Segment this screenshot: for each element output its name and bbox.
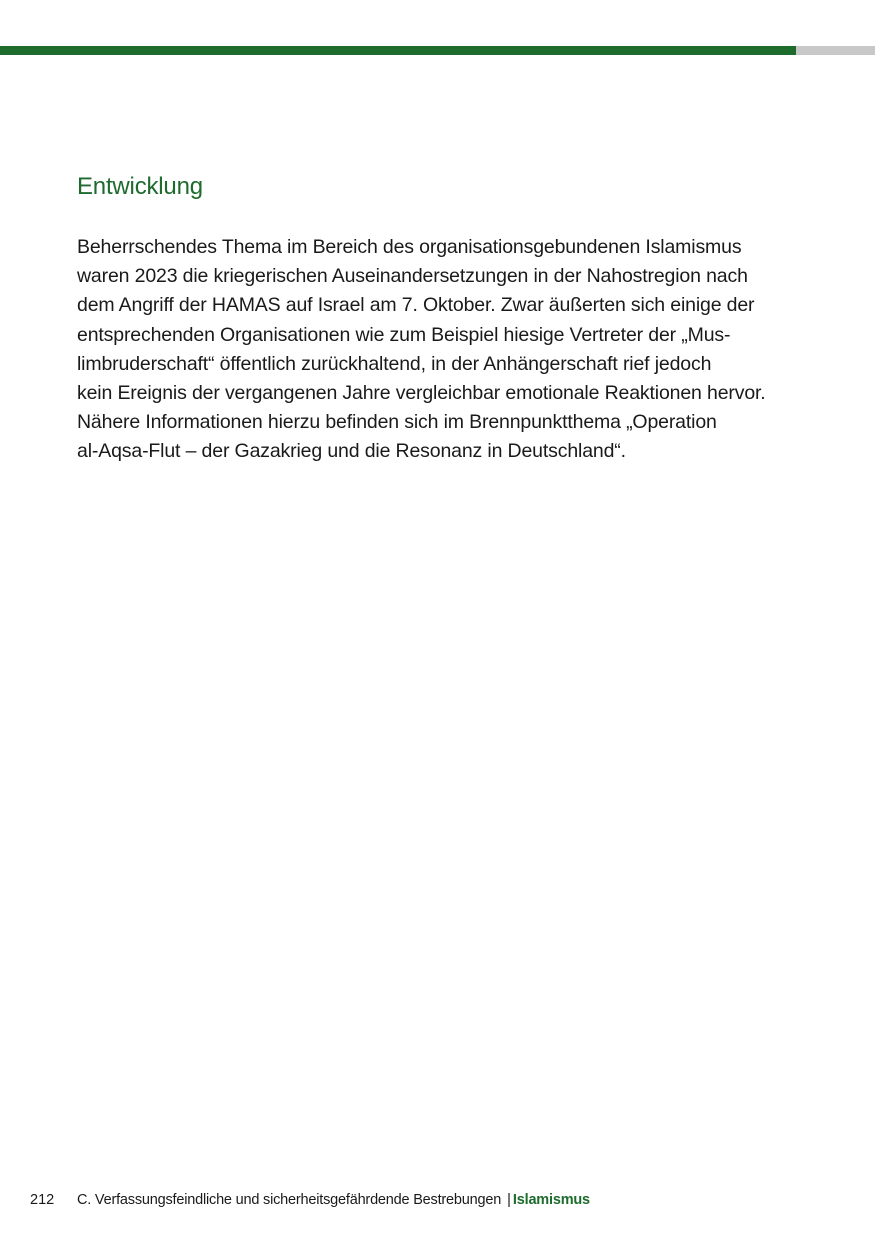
body-line: Nähere Informationen hierzu befinden sich im Brennpunktthema „Operation: [77, 411, 717, 434]
body-line: waren 2023 die kriegerischen Auseinandersetzungen in der Nahostregion nach: [77, 265, 748, 288]
body-line: dem Angriff der HAMAS auf Israel am 7. Oktober. Zwar äußerten sich einige der: [77, 294, 755, 317]
section-heading: Entwicklung: [77, 173, 203, 200]
body-line: al-Aqsa-Flut – der Gazakrieg und die Resonanz in Deutschland“.: [77, 440, 626, 463]
body-line: kein Ereignis der vergangenen Jahre vergleichbar emotionale Reaktionen hervor.: [77, 382, 766, 405]
body-line: limbruderschaft“ öffentlich zurückhaltend, in der Anhängerschaft rief jedoch: [77, 352, 712, 375]
page-number: 212: [30, 1192, 55, 1208]
page-footer: [30, 1190, 590, 1210]
header-color-bar: [0, 46, 875, 55]
footer-chapter-title: C. Verfassungsfeindliche und sicherheitsgefährdende Bestrebungen: [77, 1192, 502, 1208]
body-paragraph: [77, 233, 807, 467]
footer-separator: |: [507, 1192, 511, 1208]
footer-topic: Islamismus: [512, 1192, 590, 1208]
header-bar-grey-segment: [796, 46, 875, 55]
body-line: entsprechenden Organisationen wie zum Beispiel hiesige Vertreter der „Mus-: [77, 323, 731, 346]
body-line: Beherrschendes Thema im Bereich des organisationsgebundenen Islamismus: [77, 236, 742, 258]
header-bar-green-segment: [0, 46, 796, 55]
